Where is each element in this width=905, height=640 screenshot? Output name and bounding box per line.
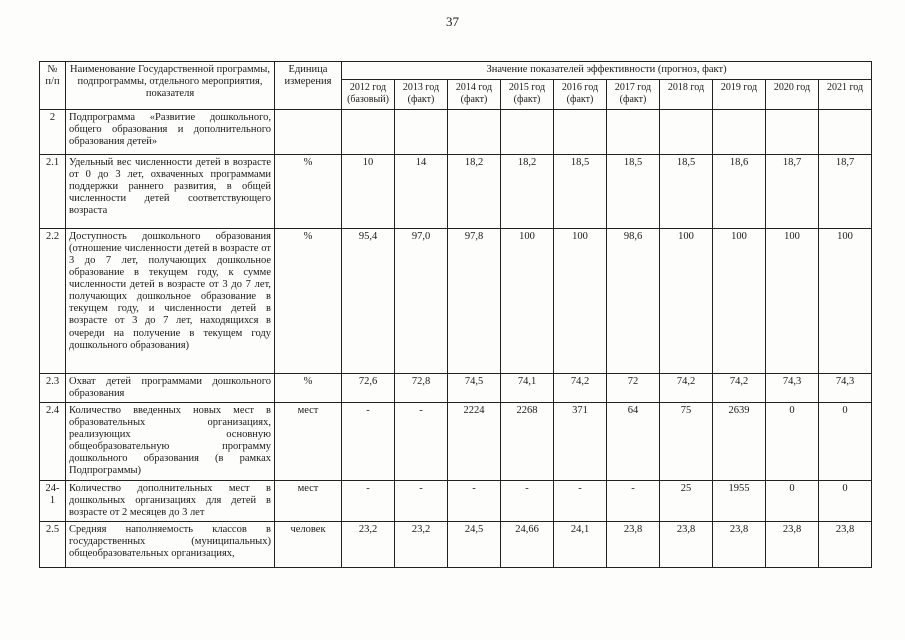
header-year-label: 2015 год	[508, 82, 546, 93]
row-value	[607, 110, 660, 155]
row-unit: %	[275, 155, 342, 229]
row-number: 2.3	[40, 374, 66, 403]
row-value: 100	[766, 229, 819, 374]
row-value	[342, 110, 395, 155]
row-value: -	[448, 481, 501, 522]
header-year-label: 2020 год	[773, 82, 811, 93]
row-value: 72,6	[342, 374, 395, 403]
row-value: 371	[554, 403, 607, 481]
table-row	[40, 374, 872, 403]
header-year	[554, 80, 607, 110]
row-name: Количество введенных новых мест в образовательных организациях, реализующих основную общеобразовательную программу дошкольного образования (в рамках Подпрограммы)	[66, 403, 275, 481]
row-value: 100	[819, 229, 872, 374]
row-value	[766, 110, 819, 155]
header-name: Наименование Государственной программы, подпрограммы, отдельного мероприятия, показателя	[66, 62, 275, 110]
row-value: 74,1	[501, 374, 554, 403]
header-year	[766, 80, 819, 110]
header-year-note: (базовый)	[347, 93, 389, 105]
row-value: 0	[766, 481, 819, 522]
indicators-table	[39, 61, 872, 568]
row-value: 24,1	[554, 522, 607, 568]
table-row	[40, 155, 872, 229]
header-year-label: 2019 год	[720, 82, 758, 93]
row-value: 74,2	[660, 374, 713, 403]
row-name: Количество дополнительных мест в дошкольных организациях для детей в возрасте от 2 месяцев до 3 лет	[66, 481, 275, 522]
row-value: 23,2	[395, 522, 448, 568]
row-value: 24,66	[501, 522, 554, 568]
row-number: 2.5	[40, 522, 66, 568]
row-value: -	[342, 403, 395, 481]
row-value: 2268	[501, 403, 554, 481]
row-value: 2639	[713, 403, 766, 481]
row-value: 18,7	[819, 155, 872, 229]
row-unit	[275, 110, 342, 155]
header-year	[501, 80, 554, 110]
row-value: 72	[607, 374, 660, 403]
row-value: 74,3	[819, 374, 872, 403]
row-number: 2	[40, 110, 66, 155]
row-value: 18,5	[554, 155, 607, 229]
row-name: Доступность дошкольного образования (отношение численности детей в возрасте от 3 до 7 лет, получающих дошкольное образование в текущем году, к сумме численности детей в возрасте от 3 до 7 лет, получающих дошкольное образование в текущем году, и численности детей в возрасте от 3 до 7 лет, находящихся в очереди на получение в текущем году дошкольного образования)	[66, 229, 275, 374]
row-value: 100	[660, 229, 713, 374]
row-value: 23,8	[766, 522, 819, 568]
row-value: 100	[554, 229, 607, 374]
header-year	[713, 80, 766, 110]
row-value: 75	[660, 403, 713, 481]
row-value: -	[395, 403, 448, 481]
header-year	[607, 80, 660, 110]
row-value: -	[554, 481, 607, 522]
table-row	[40, 403, 872, 481]
row-value	[448, 110, 501, 155]
row-value	[819, 110, 872, 155]
row-value: 24,5	[448, 522, 501, 568]
row-value: 74,2	[554, 374, 607, 403]
row-value: -	[395, 481, 448, 522]
row-value: 14	[395, 155, 448, 229]
header-year-label: 2013 год	[402, 82, 440, 93]
row-name: Подпрограмма «Развитие дошкольного, общего образования и дополнительного образования детей»	[66, 110, 275, 155]
header-year-note: (факт)	[513, 93, 541, 105]
table-row	[40, 481, 872, 522]
row-number: 2.4	[40, 403, 66, 481]
header-year-label: 2017 год	[614, 82, 652, 93]
row-value: 18,7	[766, 155, 819, 229]
row-name: Охват детей программами дошкольного образования	[66, 374, 275, 403]
row-name: Средняя наполняемость классов в государственных (муниципальных) общеобразовательных организациях,	[66, 522, 275, 568]
row-value: 98,6	[607, 229, 660, 374]
row-value	[713, 110, 766, 155]
row-value: 0	[819, 403, 872, 481]
row-number: 2.2	[40, 229, 66, 374]
row-value: 0	[819, 481, 872, 522]
row-value: 18,6	[713, 155, 766, 229]
row-value	[395, 110, 448, 155]
row-value: 1955	[713, 481, 766, 522]
row-value: 10	[342, 155, 395, 229]
row-number: 24-1	[40, 481, 66, 522]
header-year	[448, 80, 501, 110]
header-values-group: Значение показателей эффективности (прогноз, факт)	[342, 62, 872, 80]
row-value: -	[501, 481, 554, 522]
row-value: 18,2	[501, 155, 554, 229]
row-unit: мест	[275, 481, 342, 522]
row-value: 2224	[448, 403, 501, 481]
header-year	[342, 80, 395, 110]
row-value: 74,2	[713, 374, 766, 403]
row-value: 97,0	[395, 229, 448, 374]
row-value	[501, 110, 554, 155]
header-year-label: 2018 год	[667, 82, 705, 93]
page-number: 37	[446, 14, 459, 29]
row-value	[554, 110, 607, 155]
row-value: -	[607, 481, 660, 522]
header-year	[395, 80, 448, 110]
row-value: 23,8	[713, 522, 766, 568]
row-value: 64	[607, 403, 660, 481]
row-value	[660, 110, 713, 155]
header-year	[660, 80, 713, 110]
row-value: 74,3	[766, 374, 819, 403]
table-row	[40, 110, 872, 155]
row-value: 0	[766, 403, 819, 481]
header-year-label: 2012 год	[349, 82, 387, 93]
header-year-note: (факт)	[619, 93, 647, 105]
row-number: 2.1	[40, 155, 66, 229]
header-year-label: 2014 год	[455, 82, 493, 93]
header-year-note: (факт)	[460, 93, 488, 105]
row-value: 23,8	[607, 522, 660, 568]
row-value: 100	[501, 229, 554, 374]
header-year-label: 2016 год	[561, 82, 599, 93]
row-value: 25	[660, 481, 713, 522]
row-value: 100	[713, 229, 766, 374]
table-row	[40, 522, 872, 568]
row-unit: мест	[275, 403, 342, 481]
row-value: -	[342, 481, 395, 522]
header-year-note: (факт)	[566, 93, 594, 105]
header-unit: Единица измерения	[275, 62, 342, 110]
row-value: 18,5	[660, 155, 713, 229]
row-value: 23,2	[342, 522, 395, 568]
row-value: 18,2	[448, 155, 501, 229]
row-value: 23,8	[819, 522, 872, 568]
header-year-note: (факт)	[407, 93, 435, 105]
table-row	[40, 229, 872, 374]
row-value: 95,4	[342, 229, 395, 374]
row-value: 97,8	[448, 229, 501, 374]
header-year	[819, 80, 872, 110]
header-year-label: 2021 год	[826, 82, 864, 93]
row-value: 72,8	[395, 374, 448, 403]
row-value: 23,8	[660, 522, 713, 568]
row-value: 18,5	[607, 155, 660, 229]
row-unit: %	[275, 374, 342, 403]
row-name: Удельный вес численности детей в возрасте от 0 до 3 лет, охваченных программами поддержки раннего развития, в общей численности детей соответствующего возраста	[66, 155, 275, 229]
row-value: 74,5	[448, 374, 501, 403]
row-unit: человек	[275, 522, 342, 568]
header-num: № п/п	[40, 62, 66, 110]
row-unit: %	[275, 229, 342, 374]
